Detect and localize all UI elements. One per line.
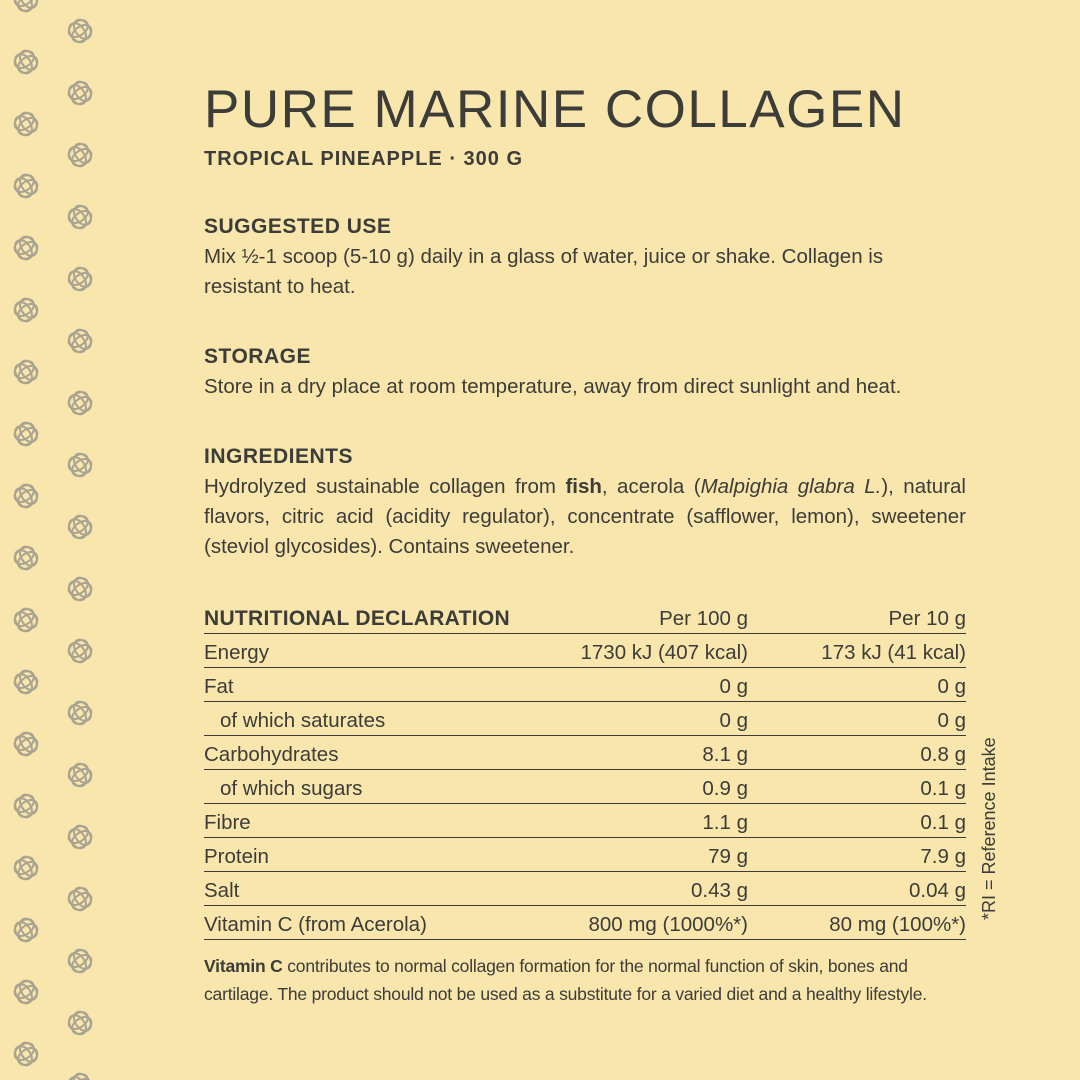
nutrient-label: Vitamin C (from Acerola) [204, 906, 518, 940]
table-row [204, 634, 966, 668]
nutrient-label: Energy [204, 634, 518, 668]
label-content [204, 80, 966, 940]
table-row [204, 770, 966, 804]
value-per-10g: 0.8 g [748, 736, 966, 770]
ingredients-text [204, 472, 966, 562]
table-row [204, 872, 966, 906]
nutrient-label: Carbohydrates [204, 736, 518, 770]
value-per-10g: 0.04 g [748, 872, 966, 906]
value-per-10g: 173 kJ (41 kcal) [748, 634, 966, 668]
value-per-10g: 0 g [748, 702, 966, 736]
reference-intake-note: *RI = Reference Intake [979, 737, 999, 920]
storage-heading: STORAGE [204, 345, 311, 368]
product-title: PURE MARINE COLLAGEN [204, 80, 906, 139]
footnote-text: contributes to normal collagen formation for the normal function of skin, bones and cartilage. The product should not be used as a substitute for a varied diet and a healthy lifestyle. [204, 956, 927, 1004]
nutrition-table [204, 600, 966, 940]
table-row [204, 668, 966, 702]
ingredients-part-1: Hydrolyzed sustainable collagen from [204, 475, 566, 498]
nutrient-label: of which sugars [204, 770, 518, 804]
table-row [204, 702, 966, 736]
nutrition-heading: NUTRITIONAL DECLARATION [204, 600, 518, 634]
suggested-use-text: Mix ½-1 scoop (5-10 g) daily in a glass of water, juice or shake. Collagen is resistant to heat. [204, 245, 884, 298]
suggested-use-heading: SUGGESTED USE [204, 215, 392, 238]
value-per-10g: 0.1 g [748, 770, 966, 804]
value-per-10g: 0.1 g [748, 804, 966, 838]
value-per-100g: 0 g [518, 668, 748, 702]
table-row [204, 736, 966, 770]
value-per-100g: 0 g [518, 702, 748, 736]
column-per-10g: Per 10 g [748, 600, 966, 634]
table-row [204, 838, 966, 872]
ingredients-heading: INGREDIENTS [204, 445, 354, 468]
table-row [204, 804, 966, 838]
allergen-text: fish [565, 475, 602, 498]
nutrient-label: Fibre [204, 804, 518, 838]
value-per-100g: 800 mg (1000%*) [518, 906, 748, 940]
column-per-100g: Per 100 g [518, 600, 748, 634]
footnote-bold: Vitamin C [204, 956, 283, 976]
nutrition-header-row [204, 600, 966, 634]
value-per-10g: 7.9 g [748, 838, 966, 872]
nutrient-label: Protein [204, 838, 518, 872]
value-per-100g: 1730 kJ (407 kcal) [518, 634, 748, 668]
value-per-100g: 0.43 g [518, 872, 748, 906]
product-subtitle: TROPICAL PINEAPPLE · 300 G [204, 148, 524, 170]
value-per-10g: 0 g [748, 668, 966, 702]
ingredients-section [204, 444, 966, 562]
storage-section [204, 344, 966, 402]
value-per-10g: 80 mg (100%*) [748, 906, 966, 940]
decorative-pattern [0, 0, 112, 1080]
value-per-100g: 0.9 g [518, 770, 748, 804]
nutrient-label: of which saturates [204, 702, 518, 736]
ingredients-part-3: ), natural flavors, citric acid (acidity regulator), concentrate (safflower, lemon), sweetener (steviol glycosides). Contains sweetener. [204, 475, 966, 558]
suggested-use-section [204, 214, 966, 302]
value-per-100g: 8.1 g [518, 736, 748, 770]
storage-text: Store in a dry place at room temperature, away from direct sunlight and heat. [204, 375, 902, 398]
value-per-100g: 79 g [518, 838, 748, 872]
value-per-100g: 1.1 g [518, 804, 748, 838]
latin-name: Malpighia glabra L. [700, 475, 882, 498]
nutrient-label: Fat [204, 668, 518, 702]
clover-pattern-icon [0, 0, 112, 1080]
ingredients-part-2: , acerola ( [601, 475, 701, 498]
footnote [204, 952, 974, 1008]
table-row [204, 906, 966, 940]
nutrient-label: Salt [204, 872, 518, 906]
